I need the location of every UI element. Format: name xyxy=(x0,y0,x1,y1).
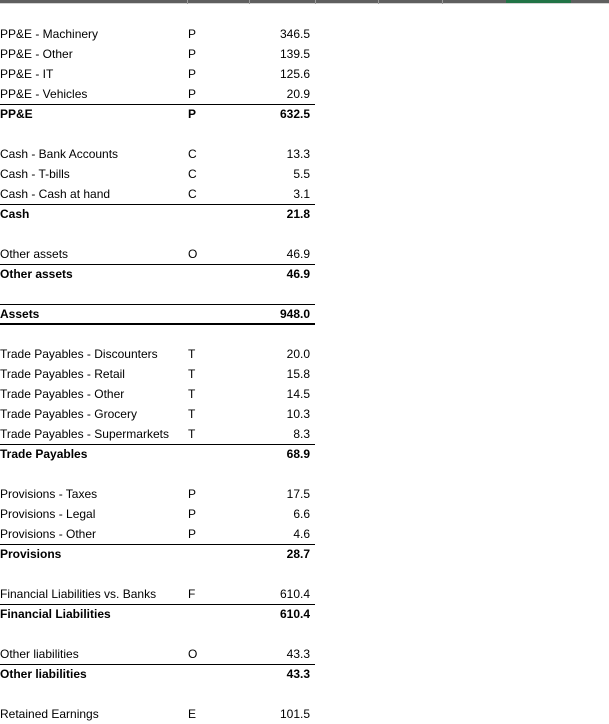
subtotal-name[interactable]: Other liabilities xyxy=(0,667,87,681)
row-name[interactable]: Cash - Cash at hand xyxy=(0,187,111,201)
grand-total-name[interactable]: Assets xyxy=(0,307,40,321)
row-value[interactable]: 46.9 xyxy=(286,247,310,261)
table-row[interactable] xyxy=(0,84,316,104)
row-name[interactable]: Trade Payables - Other xyxy=(0,387,125,401)
table-row[interactable] xyxy=(0,484,316,504)
row-value[interactable]: 20.0 xyxy=(286,347,310,361)
subtotal-name[interactable]: Cash xyxy=(0,207,30,221)
row-name[interactable]: PP&E - Vehicles xyxy=(0,87,88,101)
row-code[interactable]: T xyxy=(188,367,196,381)
row-name[interactable]: Provisions - Other xyxy=(0,527,97,541)
subtotal-row[interactable] xyxy=(0,444,316,464)
row-value[interactable]: 14.5 xyxy=(286,387,310,401)
subtotal-value[interactable]: 632.5 xyxy=(279,107,310,121)
column-separator xyxy=(187,0,188,4)
subtotal-value[interactable]: 21.8 xyxy=(286,207,310,221)
subtotal-row[interactable] xyxy=(0,204,316,224)
subtotal-name[interactable]: Provisions xyxy=(0,547,62,561)
balance-sheet-grid xyxy=(0,24,316,724)
subtotal-value[interactable]: 43.3 xyxy=(286,667,310,681)
row-value[interactable]: 15.8 xyxy=(286,367,310,381)
row-value[interactable]: 10.3 xyxy=(286,407,310,421)
row-code[interactable]: C xyxy=(188,167,197,181)
table-row[interactable] xyxy=(0,644,316,664)
row-code[interactable]: P xyxy=(188,27,197,41)
subtotal-name[interactable]: Financial Liabilities xyxy=(0,607,111,621)
row-name[interactable]: Trade Payables - Retail xyxy=(0,367,125,381)
table-row[interactable] xyxy=(0,504,316,524)
blank-row[interactable] xyxy=(0,284,316,304)
row-code[interactable]: T xyxy=(188,407,196,421)
table-row[interactable] xyxy=(0,184,316,204)
row-code[interactable]: P xyxy=(188,67,197,81)
column-separator xyxy=(378,0,379,4)
subtotal-value[interactable]: 46.9 xyxy=(286,267,310,281)
row-name[interactable]: Cash - T-bills xyxy=(0,167,70,181)
row-code[interactable]: O xyxy=(188,247,198,261)
row-code[interactable]: T xyxy=(188,427,196,441)
subtotal-row[interactable] xyxy=(0,264,316,284)
grand-total-row[interactable] xyxy=(0,304,316,324)
row-code[interactable]: P xyxy=(188,507,197,521)
blank-row[interactable] xyxy=(0,624,316,644)
subtotal-name[interactable]: PP&E xyxy=(0,107,33,121)
blank-row[interactable] xyxy=(0,224,316,244)
subtotal-row[interactable] xyxy=(0,544,316,564)
row-value[interactable]: 43.3 xyxy=(286,647,310,661)
row-code[interactable]: P xyxy=(188,527,197,541)
row-name[interactable]: PP&E - IT xyxy=(0,67,54,81)
row-value[interactable]: 13.3 xyxy=(286,147,310,161)
row-name[interactable]: Trade Payables - Grocery xyxy=(0,407,137,421)
row-name[interactable]: Trade Payables - Discounters xyxy=(0,347,158,361)
table-row[interactable] xyxy=(0,384,316,404)
blank-row[interactable] xyxy=(0,124,316,144)
row-code[interactable]: C xyxy=(188,147,197,161)
subtotal-name[interactable]: Other assets xyxy=(0,267,73,281)
row-name[interactable]: PP&E - Machinery xyxy=(0,27,99,41)
selected-column-indicator xyxy=(506,0,571,3)
subtotal-row[interactable] xyxy=(0,664,316,684)
subtotal-value[interactable]: 610.4 xyxy=(279,607,310,621)
row-code[interactable]: P xyxy=(188,87,197,101)
row-value[interactable]: 101.5 xyxy=(279,707,310,721)
row-name[interactable]: PP&E - Other xyxy=(0,47,73,61)
row-value[interactable]: 3.1 xyxy=(293,187,310,201)
table-row[interactable] xyxy=(0,704,316,724)
row-code[interactable]: C xyxy=(188,187,197,201)
subtotal-name[interactable]: Trade Payables xyxy=(0,447,88,461)
subtotal-value[interactable]: 68.9 xyxy=(286,447,310,461)
table-row[interactable] xyxy=(0,44,316,64)
row-name[interactable]: Retained Earnings xyxy=(0,707,99,721)
row-value[interactable]: 6.6 xyxy=(293,507,310,521)
table-row[interactable] xyxy=(0,524,316,544)
blank-row[interactable] xyxy=(0,464,316,484)
table-row[interactable] xyxy=(0,164,316,184)
row-value[interactable]: 17.5 xyxy=(286,487,310,501)
row-name[interactable]: Provisions - Taxes xyxy=(0,487,98,501)
row-value[interactable]: 4.6 xyxy=(293,527,310,541)
row-code[interactable]: P xyxy=(188,487,197,501)
column-separator xyxy=(249,0,250,4)
column-separator xyxy=(442,0,443,4)
subtotal-code[interactable]: P xyxy=(188,107,197,121)
row-value[interactable]: 139.5 xyxy=(279,47,310,61)
subtotal-row[interactable] xyxy=(0,104,316,124)
table-row[interactable] xyxy=(0,424,316,444)
row-value[interactable]: 125.6 xyxy=(279,67,310,81)
column-header-strip xyxy=(0,0,609,4)
row-name[interactable]: Other liabilities xyxy=(0,647,79,661)
subtotal-value[interactable]: 28.7 xyxy=(286,547,310,561)
row-value[interactable]: 20.9 xyxy=(286,87,310,101)
row-code[interactable]: O xyxy=(188,647,198,661)
blank-row[interactable] xyxy=(0,684,316,704)
table-row[interactable] xyxy=(0,404,316,424)
row-name[interactable]: Cash - Bank Accounts xyxy=(0,147,119,161)
row-code[interactable]: T xyxy=(188,387,196,401)
row-name[interactable]: Trade Payables - Supermarkets xyxy=(0,427,169,441)
row-code[interactable]: T xyxy=(188,347,196,361)
table-row[interactable] xyxy=(0,584,316,604)
row-name[interactable]: Other assets xyxy=(0,247,69,261)
column-separator xyxy=(315,0,316,4)
row-value[interactable]: 610.4 xyxy=(279,587,310,601)
grand-total-value[interactable]: 948.0 xyxy=(279,307,310,321)
subtotal-row[interactable] xyxy=(0,604,316,624)
blank-row[interactable] xyxy=(0,324,316,344)
row-value[interactable]: 8.3 xyxy=(293,427,310,441)
row-value[interactable]: 5.5 xyxy=(293,167,310,181)
table-row[interactable] xyxy=(0,364,316,384)
table-row[interactable] xyxy=(0,344,316,364)
row-value[interactable]: 346.5 xyxy=(279,27,310,41)
table-row[interactable] xyxy=(0,144,316,164)
row-name[interactable]: Financial Liabilities vs. Banks xyxy=(0,587,157,601)
table-row[interactable] xyxy=(0,24,316,44)
table-row[interactable] xyxy=(0,244,316,264)
row-code[interactable]: F xyxy=(188,587,196,601)
row-name[interactable]: Provisions - Legal xyxy=(0,507,96,521)
row-code[interactable]: P xyxy=(188,47,197,61)
blank-row[interactable] xyxy=(0,564,316,584)
row-code[interactable]: E xyxy=(188,707,197,721)
table-row[interactable] xyxy=(0,64,316,84)
